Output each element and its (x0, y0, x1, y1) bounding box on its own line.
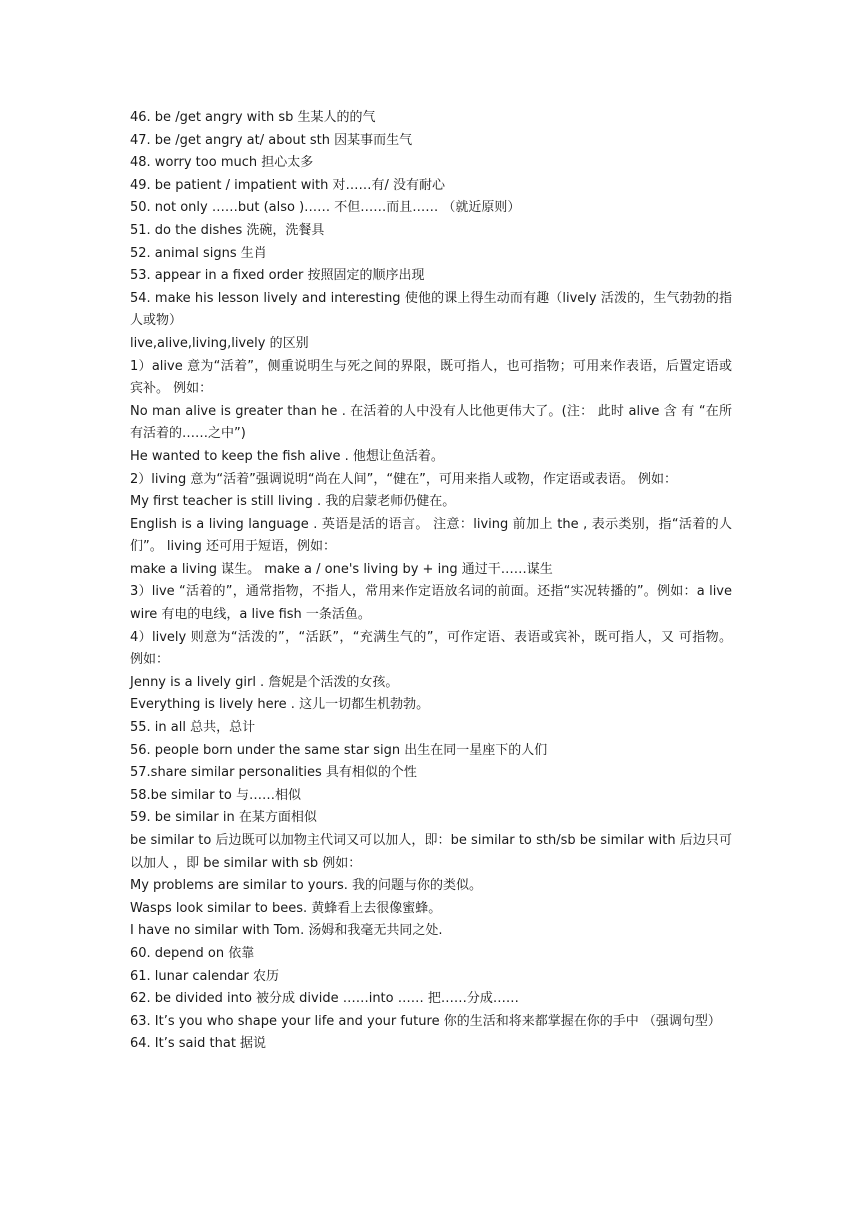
line-53: 53. appear in a fixed order 按照固定的顺序出现 (130, 268, 425, 284)
paragraph-similar: be similar to 后边既可以加物主代词又可以加人，即：be similar to sth/sb be similar with 后边只可以加人 ，即 be similar with sb 例如： (130, 833, 732, 871)
line-62: 62. be divided into 被分成 divide ……into …… 把……分成…… (130, 991, 519, 1007)
line-59: 59. be similar in 在某方面相似 (130, 810, 317, 826)
example-similar-2: Wasps look similar to bees. 黄蜂看上去很像蜜蜂。 (130, 900, 442, 916)
line-56: 56. people born under the same star sign 出生在同一星座下的人们 (130, 742, 548, 758)
line-49: 49. be patient / impatient with 对……有/ 没有耐心 (130, 177, 445, 193)
line-61: 61. lunar calendar 农历 (130, 968, 279, 984)
example-living-2: English is a living language . 英语是活的语言。 注意：living 前加上 the , 表示类别，指“活着的人们”。 living 还可用于短语，例如： (130, 516, 732, 555)
line-51: 51. do the dishes 洗碗，洗餐具 (130, 222, 325, 238)
section-heading-live-alive: live,alive,living,lively 的区别 (130, 335, 309, 351)
paragraph-alive: 1）alive 意为“活着”，侧重说明生与死之间的界限，既可指人，也可指物；可用来作表语，后置定语或宾补。 例如： (130, 358, 732, 397)
paragraph-lively: 4）lively 则意为“活泼的”，“活跃”，“充满生气的”，可作定语、表语或宾补，既可指人，又 可指物。 例如： (130, 629, 732, 668)
line-63: 63. It’s you who shape your life and your future 你的生活和将来都掌握在你的手中 （强调句型） (130, 1013, 721, 1029)
line-64: 64. It’s said that 据说 (130, 1036, 267, 1052)
line-58: 58.be similar to 与……相似 (130, 787, 301, 803)
example-lively-2: Everything is lively here . 这儿一切都生机勃勃。 (130, 697, 430, 713)
line-55: 55. in all 总共，总计 (130, 720, 256, 736)
line-52: 52. animal signs 生肖 (130, 245, 267, 261)
example-similar-3: I have no similar with Tom. 汤姆和我毫无共同之处. (130, 923, 443, 939)
example-lively-1: Jenny is a lively girl . 詹妮是个活泼的女孩。 (130, 674, 399, 690)
line-46: 46. be /get angry with sb 生某人的的气 (130, 110, 376, 125)
paragraph-living: 2）living 意为“活着”强调说明“尚在人间”，“健在”，可用来指人或物，作定语或表语。 例如： (130, 471, 677, 487)
document-body (130, 107, 732, 1056)
line-54: 54. make his lesson lively and interesting 使他的课上得生动而有趣（lively 活泼的，生气勃勃的指人或物） (130, 290, 732, 329)
example-living-3: make a living 谋生。 make a / one's living by + ing 通过干……谋生 (130, 561, 553, 577)
example-alive-2: He wanted to keep the fish alive . 他想让鱼活着。 (130, 448, 444, 464)
example-alive-1: No man alive is greater than he . 在活着的人中没有人比他更伟大了。(注： 此时 alive 含 有 “在所有活着的……之中”) (130, 403, 732, 442)
paragraph-live: 3）live “活着的”，通常指物，不指人，常用来作定语放名词的前面。还指“实况转播的”。例如：a live wire 有电的电线，a live fish 一条活鱼。 (130, 584, 732, 623)
line-60: 60. depend on 依靠 (130, 945, 255, 961)
example-living-1: My first teacher is still living . 我的启蒙老师仍健在。 (130, 494, 456, 510)
line-57: 57.share similar personalities 具有相似的个性 (130, 765, 417, 781)
line-50: 50. not only ……but (also )…… 不但……而且…… （就近原则） (130, 200, 521, 216)
line-48: 48. worry too much 担心太多 (130, 155, 314, 171)
line-47: 47. be /get angry at/ about sth 因某事而生气 (130, 132, 413, 148)
example-similar-1: My problems are similar to yours. 我的问题与你的类似。 (130, 878, 483, 894)
